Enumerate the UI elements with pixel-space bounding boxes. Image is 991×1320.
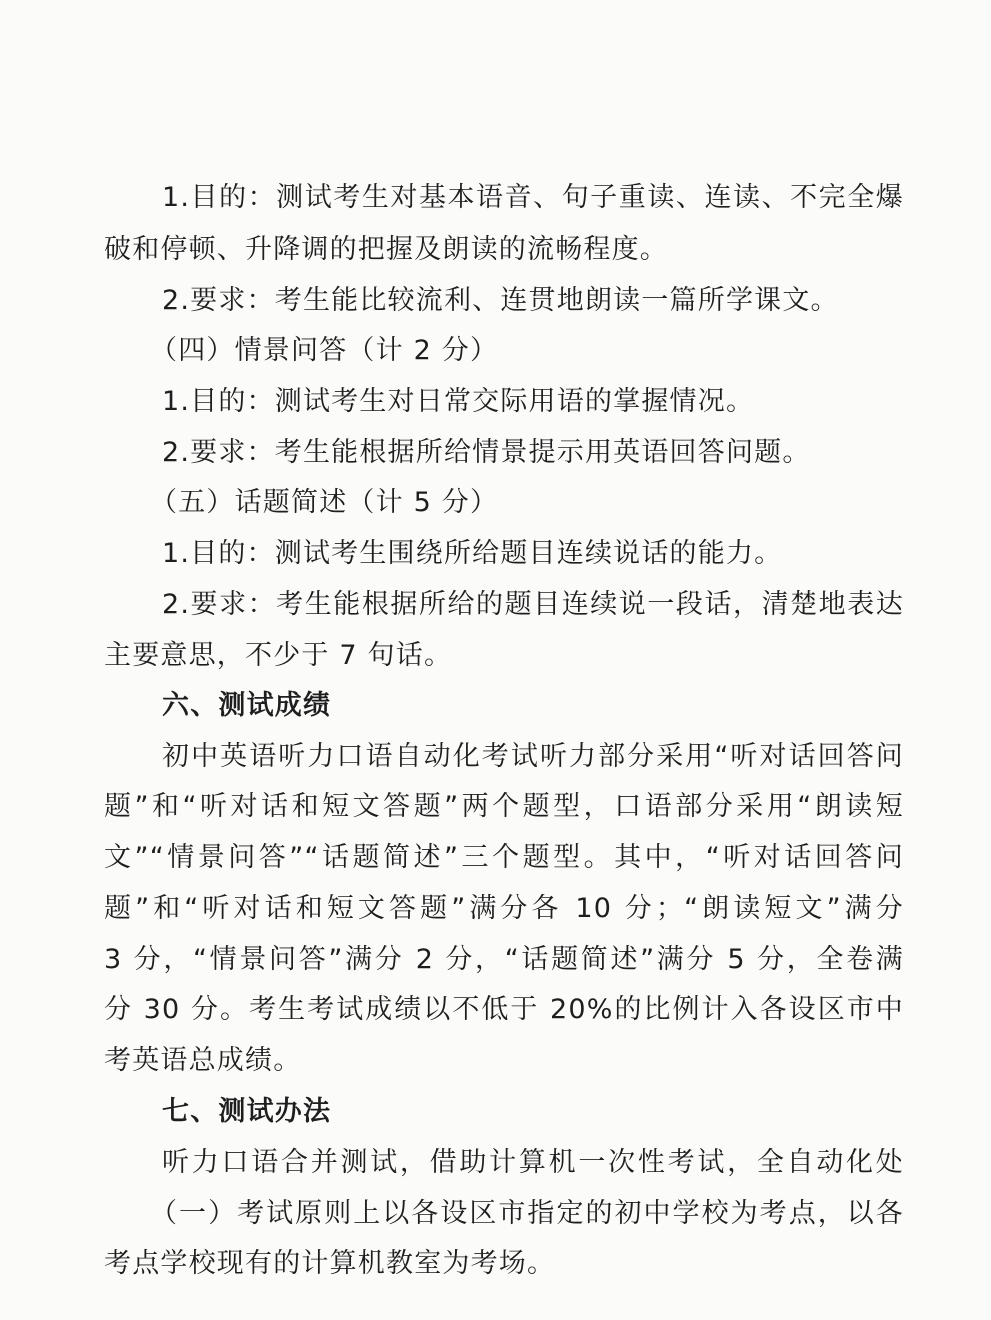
paragraph-line: 题”和“听对话和短文答题”满分各 10 分；“朗读短文”满分: [104, 893, 904, 924]
paragraph-line: 1.目的：测试考生对日常交际用语的掌握情况。: [162, 386, 755, 417]
paragraph-line: 2.要求：考生能比较流利、连贯地朗读一篇所学课文。: [162, 285, 839, 316]
paragraph-line: 3 分，“情景问答”满分 2 分，“话题简述”满分 5 分，全卷满: [104, 944, 904, 975]
paragraph-line: 考英语总成绩。: [104, 1045, 302, 1076]
paragraph-line: 题”和“听对话和短文答题”两个题型，口语部分采用“朗读短: [104, 791, 904, 822]
paragraph-line: 文”“情景问答”“话题简述”三个题型。其中，“听对话回答问: [104, 842, 904, 873]
paragraph-line: 1.目的：测试考生对基本语音、句子重读、连读、不完全爆: [162, 182, 904, 213]
paragraph-line: 分 30 分。考生考试成绩以不低于 20%的比例计入各设区市中: [104, 994, 904, 1025]
paragraph-line: 初中英语听力口语自动化考试听力部分采用“听对话回答问: [162, 741, 904, 772]
paragraph-line: 2.要求：考生能根据所给情景提示用英语回答问题。: [162, 437, 811, 468]
paragraph-line: 考点学校现有的计算机教室为考场。: [104, 1248, 556, 1279]
paragraph-line: 1.目的：测试考生围绕所给题目连续说话的能力。: [162, 538, 783, 569]
subsection-heading: （五）话题简述（计 5 分）: [150, 487, 499, 518]
paragraph-line: 破和停顿、升降调的把握及朗读的流畅程度。: [104, 234, 668, 265]
subsection-heading: （四）情景问答（计 2 分）: [150, 335, 499, 366]
paragraph-line: 主要意思，不少于 7 句话。: [104, 640, 453, 671]
section-heading: 七、测试办法: [162, 1096, 332, 1127]
paragraph-line: 听力口语合并测试，借助计算机一次性考试，全自动化处: [162, 1147, 904, 1178]
paragraph-line: （一）考试原则上以各设区市指定的初中学校为考点，以各: [150, 1198, 904, 1229]
paragraph-line: 2.要求：考生能根据所给的题目连续说一段话，清楚地表达: [162, 589, 904, 620]
section-heading: 六、测试成绩: [162, 690, 332, 721]
